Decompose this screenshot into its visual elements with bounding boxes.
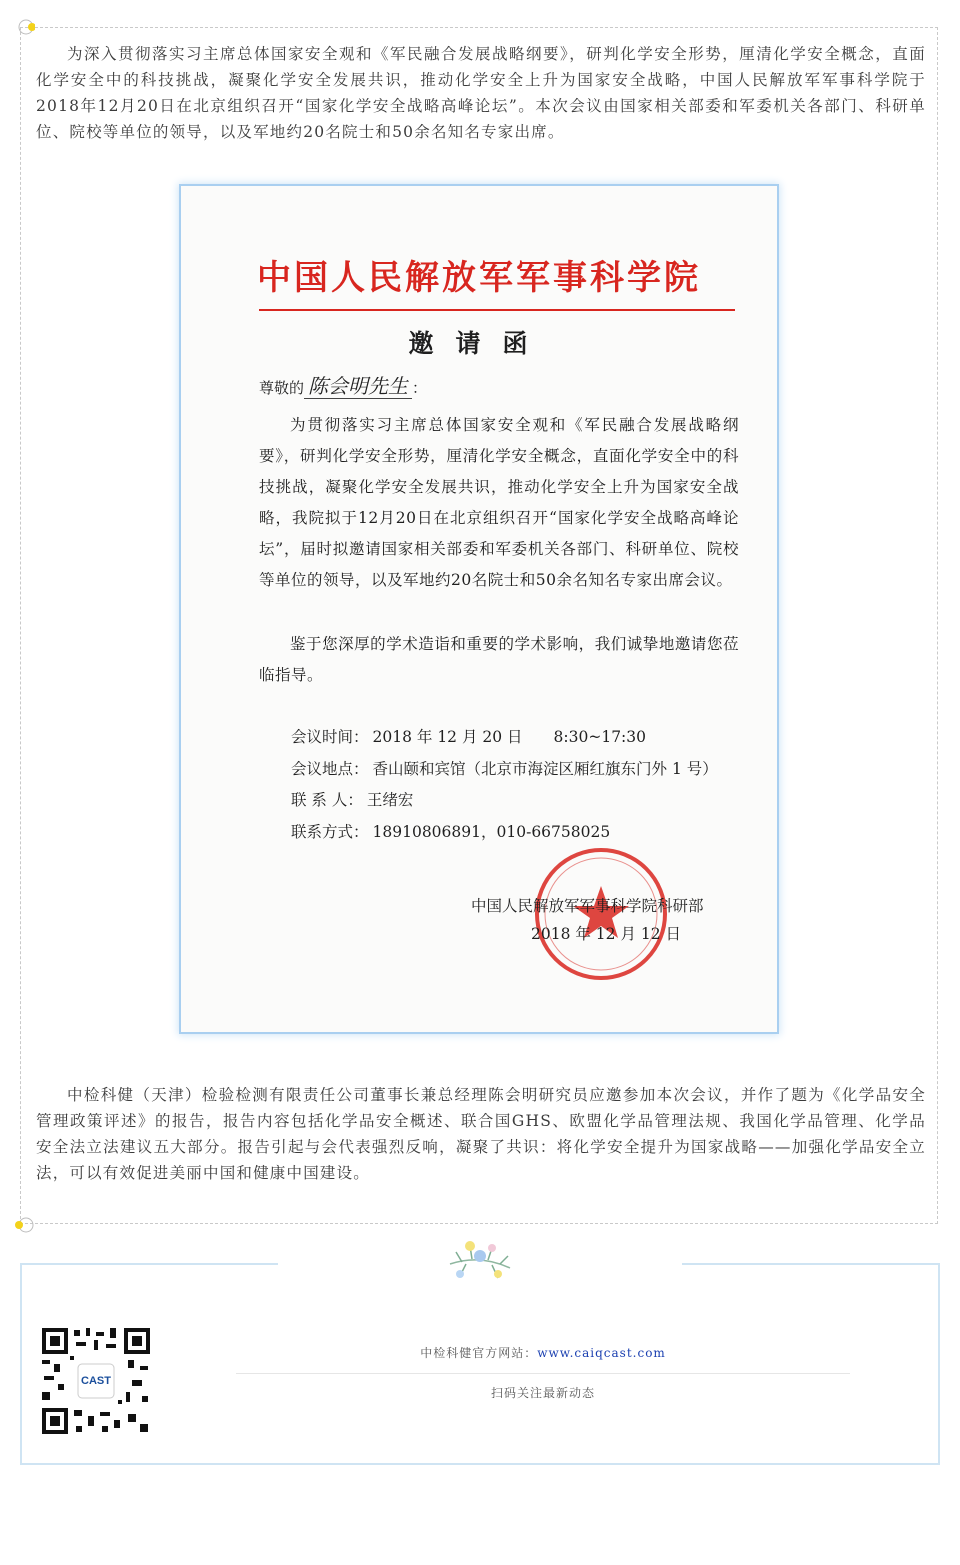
official-site-line bbox=[236, 1344, 850, 1361]
meeting-place: 会议地点： 香山颐和宾馆（北京市海淀区厢红旗东门外 1 号） bbox=[291, 759, 718, 778]
intro-paragraph: 为深入贯彻落实习主席总体国家安全观和《军民融合发展战略纲要》，研判化学安全形势，厘清化学安全概念，直面化学安全中的科技挑战，凝聚化学安全发展共识，推动化学安全上升为国家安全战略，中国人民解放军军事科学院于2018年12月20日在北京组织召开“国家化学安全战略高峰论坛”。本次会议由国家相关部委和军委机关各部门、科研单位、院校等单位的领导，以及军地约20名院士和50余名知名专家出席。 bbox=[36, 45, 926, 141]
site-link[interactable]: www.caiqcast.com bbox=[537, 1346, 666, 1360]
letter-date: 2018 年 12 月 12 日 bbox=[531, 925, 682, 943]
meeting-contact: 联 系 人： 王绪宏 bbox=[291, 791, 414, 809]
letter-body-paragraph: 鉴于您深厚的学术造诣和重要的学术影响，我们诚挚地邀请您莅临指导。 bbox=[259, 635, 739, 684]
letter-red-rule bbox=[259, 309, 735, 311]
closing-paragraph: 中检科健（天津）检验检测有限责任公司董事长兼总经理陈会明研究员应邀参加本次会议，并作了题为《化学品安全管理政策评述》的报告，报告内容包括化学品安全概述、联合国GHS、欧盟化学品管理法规、我国化学品管理、化学品安全法立法建议五大部分。报告引起与会代表强烈反响，凝聚了共识：将化学安全提升为国家战略——加强化学品安全立法，可以有效促进美丽中国和健康中国建设。 bbox=[36, 1086, 926, 1182]
letter-org-header: 中国人民解放军军事科学院 bbox=[257, 258, 701, 298]
qr-code-icon[interactable] bbox=[40, 1326, 152, 1436]
corner-dot-icon bbox=[17, 18, 35, 36]
meeting-phone: 联系方式： 18910806891，010-66758025 bbox=[291, 822, 611, 841]
flower-decoration-icon bbox=[442, 1234, 518, 1286]
site-label: 中检科健官方网站： bbox=[420, 1346, 538, 1360]
letter-meeting-info bbox=[291, 722, 718, 848]
invitation-letter-image bbox=[181, 186, 777, 1032]
qr-logo-text: CAST bbox=[81, 1375, 111, 1387]
corner-dot-icon bbox=[14, 1216, 34, 1234]
follow-caption: 扫码关注最新动态 bbox=[490, 1386, 595, 1400]
letter-salutation bbox=[259, 370, 427, 399]
salutation-prefix: 尊敬的 bbox=[259, 379, 305, 397]
meeting-time: 会议时间： 2018 年 12 月 20 日 8:30~17:30 bbox=[291, 728, 647, 746]
letter-body-paragraph: 为贯彻落实习主席总体国家安全观和《军民融合发展战略纲要》，研判化学安全形势，厘清化学安全概念，直面化学安全中的科技挑战，凝聚化学安全发展共识，推动化学安全上升为国家安全战略，我院拟于12月20日在北京组织召开“国家化学安全战略高峰论坛”，届时拟邀请国家相关部委和军委机关各部门、科研单位、院校等单位的领导，以及军地约20名院士和50余名知名专家出席会议。 bbox=[259, 416, 739, 589]
footer-divider bbox=[236, 1373, 850, 1374]
letter-signature: 中国人民解放军军事科学院科研部 bbox=[471, 897, 704, 915]
letter-title: 邀请函 bbox=[408, 329, 550, 358]
salutation-suffix: ： bbox=[412, 379, 428, 397]
salutation-name: 陈会明先生 bbox=[304, 374, 412, 399]
footer-card bbox=[20, 1263, 940, 1465]
